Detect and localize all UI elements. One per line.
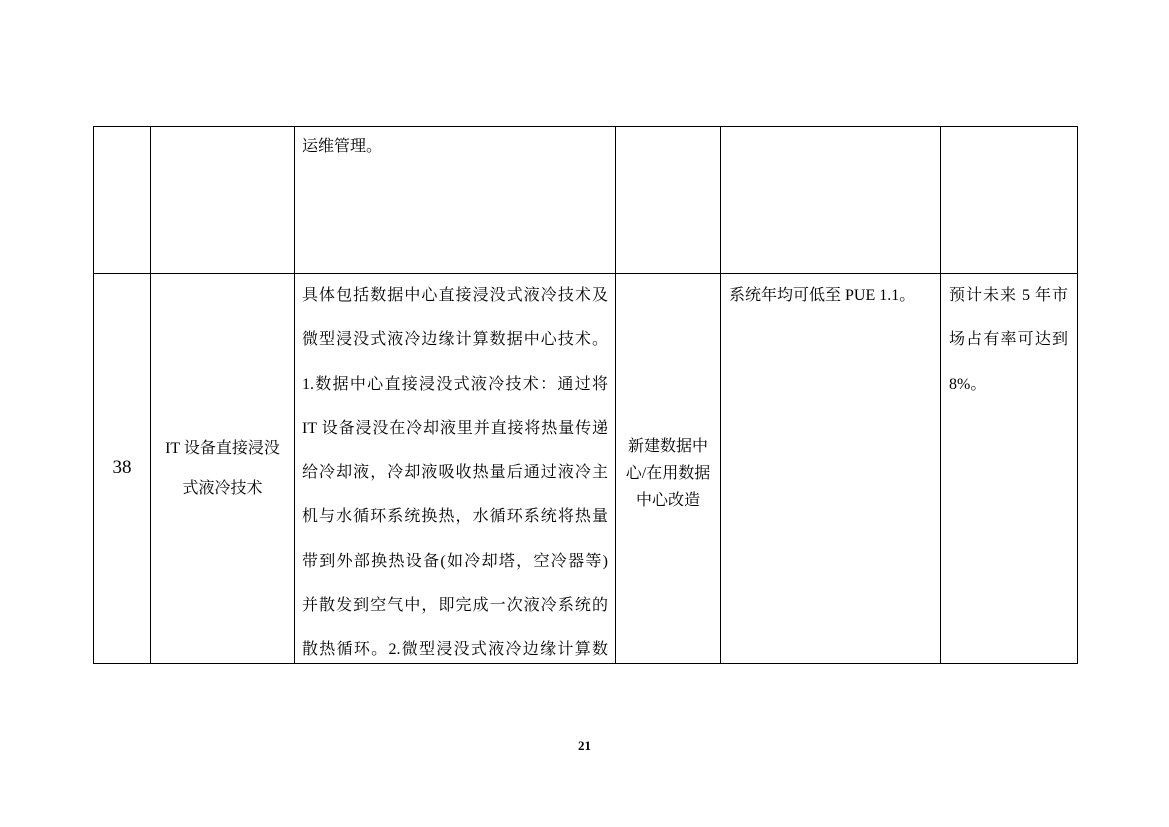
- prev-row-market-cell: [941, 127, 1078, 274]
- description-line: IT 设备浸没在冷却液里并直接将热量传递: [302, 419, 608, 437]
- description-line: 并散发到空气中，即完成一次液冷系统的: [302, 597, 608, 615]
- effect-cell: [721, 274, 941, 664]
- prev-row-name-cell: [151, 127, 295, 274]
- application-line: 中心改造: [635, 492, 700, 509]
- row-number: 38: [112, 457, 132, 479]
- description-line: 机与水循环系统换热，水循环系统将热量: [302, 508, 608, 526]
- application-line: 心/在用数据: [625, 465, 711, 482]
- row-number-cell: [94, 274, 151, 664]
- description-line: 散热循环。2.微型浸没式液冷边缘计算数: [302, 641, 608, 659]
- effect-text: 系统年均可低至 PUE 1.1。: [729, 287, 916, 304]
- technology-table: [93, 126, 1078, 664]
- prev-row-number-cell: [94, 127, 151, 274]
- description-line: 带到外部换热设备(如冷却塔，空冷器等): [302, 552, 608, 570]
- tech-name-line: 式液冷技术: [182, 479, 263, 497]
- page-number: 21: [578, 738, 591, 753]
- prev-row-description-cell: [295, 127, 616, 274]
- tech-name-cell: [151, 274, 295, 664]
- tech-name-line: IT 设备直接浸没: [165, 439, 280, 457]
- prev-row-effect-cell: [721, 127, 941, 274]
- application-cell: [616, 274, 721, 664]
- description-line: 微型浸没式液冷边缘计算数据中心技术。: [302, 331, 608, 349]
- application-line: 新建数据中: [627, 438, 708, 455]
- description-line: 1.数据中心直接浸没式液冷技术：通过将: [302, 375, 608, 393]
- market-line: 8%。: [949, 375, 987, 393]
- market-line: 场占有率可达到: [949, 331, 1068, 349]
- description-line: 具体包括数据中心直接浸没式液冷技术及: [302, 287, 608, 304]
- description-line: 给冷却液，冷却液吸收热量后通过液冷主: [302, 464, 608, 482]
- market-cell: [941, 274, 1078, 664]
- market-line: 预计未来 5 年市: [949, 287, 1068, 304]
- prev-row-application-cell: [616, 127, 721, 274]
- prev-row-description-text: 运维管理。: [302, 138, 383, 155]
- description-cell: [295, 274, 616, 664]
